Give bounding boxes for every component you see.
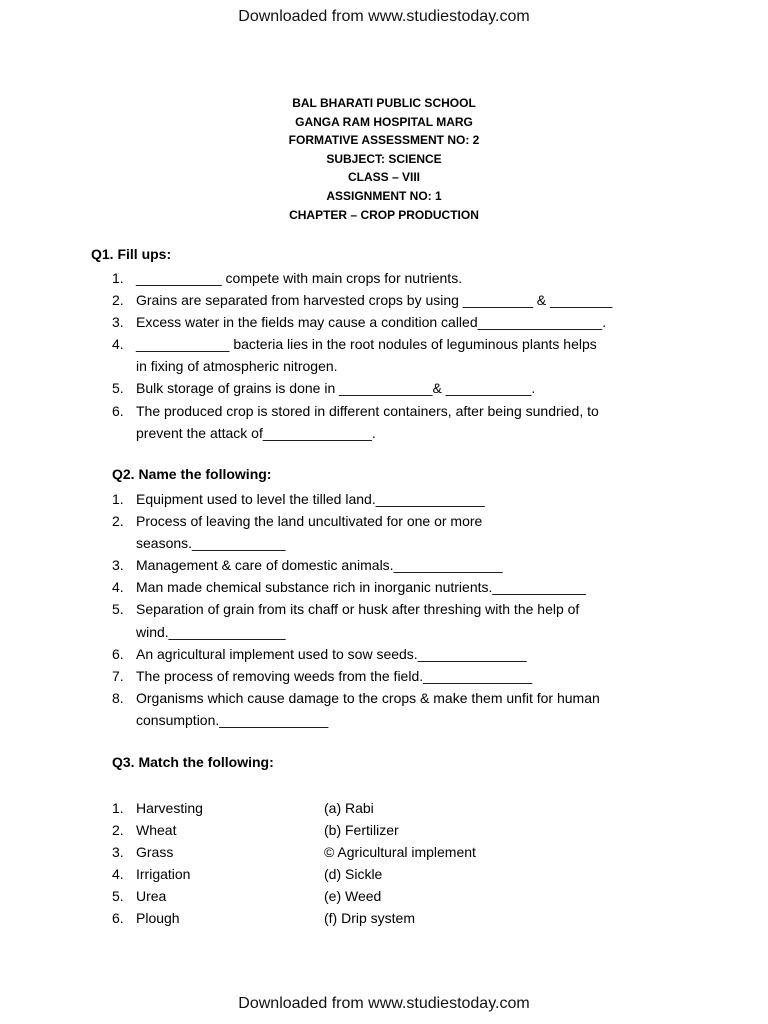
q1-title: Q1. Fill ups:	[91, 246, 172, 262]
assignment-number: ASSIGNMENT NO: 1	[326, 188, 442, 203]
q1-list	[112, 267, 612, 444]
list-item: 7. The process of removing weeds from the field.______________	[112, 667, 533, 684]
list-item: 8. Organisms which cause damage to the crops & make them unfit for human consumption.______________	[112, 689, 600, 728]
list-item: 5. Bulk storage of grains is done in ____________& ___________.	[112, 380, 536, 397]
list-item: 5. Separation of grain from its chaff or husk after threshing with the help of wind._______________	[112, 601, 580, 640]
list-item: 1. Equipment used to level the tilled land.______________	[112, 491, 485, 507]
table-row: 3. Grass © Agricultural implement	[112, 844, 476, 861]
list-item: 3. Management & care of domestic animals.______________	[112, 557, 503, 574]
list-item: 2. Grains are separated from harvested crops by using _________ & ________	[112, 292, 613, 309]
list-item: 4. ____________ bacteria lies in the root nodules of leguminous plants helps in fixing of atmospheric nitrogen.	[112, 336, 597, 375]
list-item: 4. Man made chemical substance rich in inorganic nutrients.____________	[112, 579, 586, 596]
table-row: 5. Urea (e) Weed	[112, 888, 382, 905]
q2-title: Q2. Name the following:	[112, 466, 272, 482]
table-row: 1. Harvesting (a) Rabi	[112, 800, 374, 816]
class: CLASS – VIII	[347, 170, 421, 185]
list-item: 3. Excess water in the fields may cause a condition called________________.	[112, 314, 607, 331]
school-address: GANGA RAM HOSPITAL MARG	[295, 114, 473, 129]
table-row: 4. Irrigation (d) Sickle	[112, 866, 383, 883]
subject: SUBJECT: SCIENCE	[326, 151, 442, 166]
school-name: BAL BHARATI PUBLIC SCHOOL	[292, 96, 476, 110]
download-banner-bottom: Downloaded from www.studiestoday.com	[238, 995, 530, 1012]
assessment-number: FORMATIVE ASSESSMENT NO: 2	[288, 133, 480, 148]
list-item: 2. Process of leaving the land uncultivated for one or more seasons.____________	[112, 513, 483, 552]
q3-title: Q3. Match the following:	[112, 754, 274, 770]
list-item: 6. The produced crop is stored in different containers, after being sundried, to prevent the attack of______________.	[112, 402, 599, 441]
document-header	[0, 94, 768, 224]
chapter: CHAPTER – CROP PRODUCTION	[289, 207, 479, 222]
table-row: 6. Plough (f) Drip system	[112, 910, 415, 927]
download-banner-top: Downloaded from www.studiestoday.com	[238, 8, 530, 25]
q2-list	[112, 488, 600, 731]
list-item: 1. ___________ compete with main crops for nutrients.	[112, 270, 463, 286]
list-item: 6. An agricultural implement used to sow seeds.______________	[112, 645, 527, 662]
q3-match-table	[112, 797, 552, 930]
table-row: 2. Wheat (b) Fertilizer	[112, 822, 399, 839]
